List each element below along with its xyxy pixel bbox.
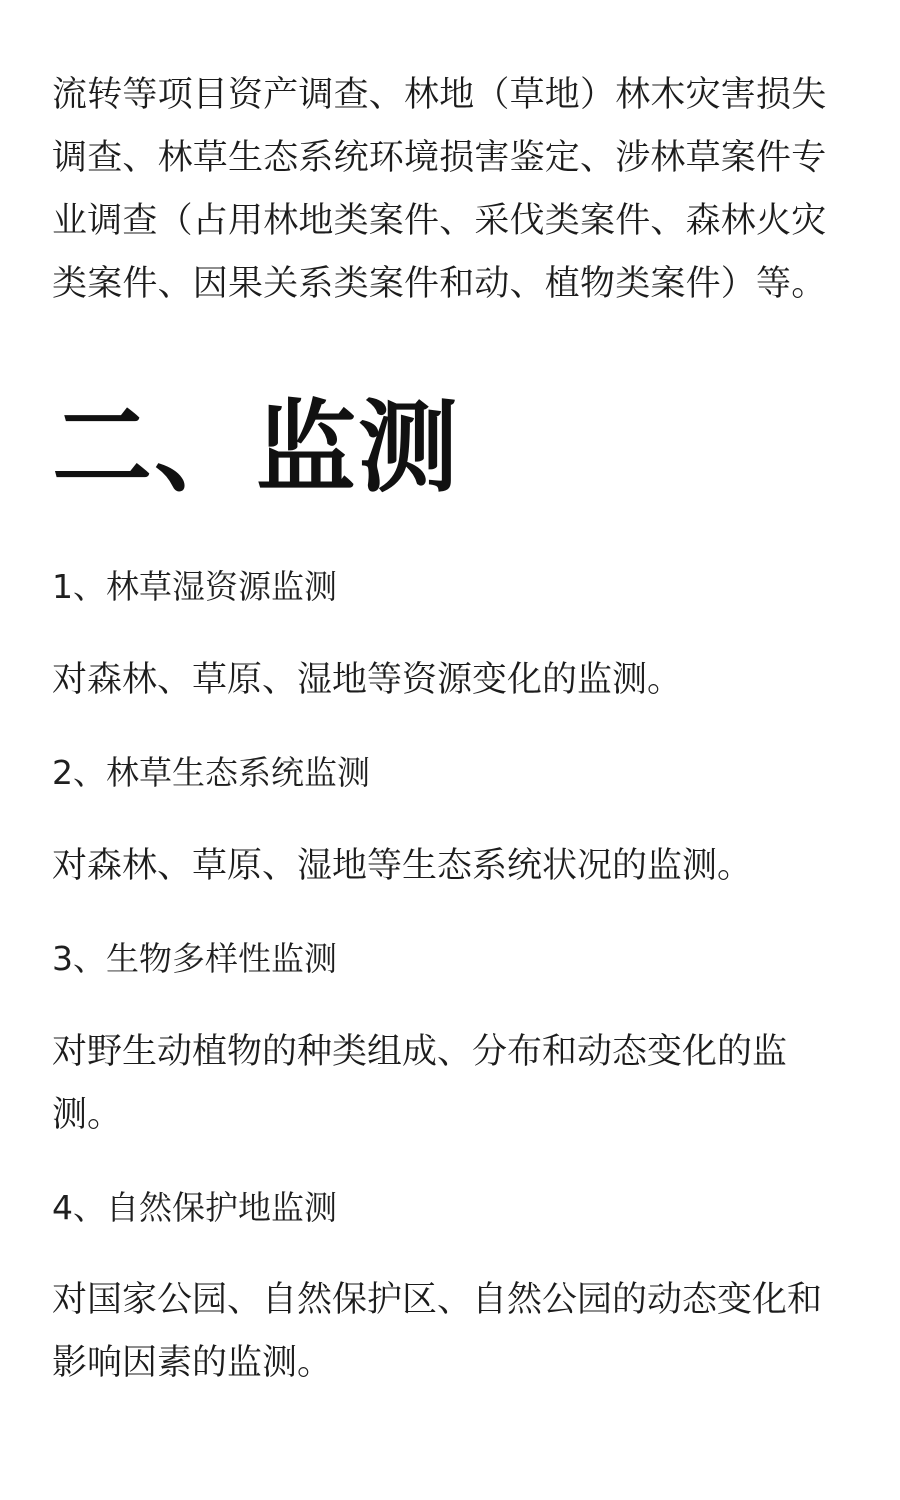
- item-desc-line: 对野生动植物的种类组成、分布和动态变化的监: [52, 1032, 788, 1072]
- intro-line: 业调查（占用林地类案件、采伐类案件、森林火灾: [52, 201, 827, 241]
- intro-paragraph: [52, 64, 826, 316]
- item-title-2: 2、林草生态系统监测: [52, 753, 370, 792]
- intro-line: 流转等项目资产调查、林地（草地）林木灾害损失: [52, 75, 827, 115]
- section-heading: 二、监测: [52, 389, 460, 506]
- item-desc-line: 影响因素的监测。: [52, 1343, 333, 1383]
- item-desc-line: 测。: [52, 1095, 123, 1135]
- item-desc-line: 对国家公园、自然保护区、自然公园的动态变化和: [52, 1280, 823, 1320]
- item-title-3: 3、生物多样性监测: [52, 939, 337, 978]
- item-desc-line: 对森林、草原、湿地等生态系统状况的监测。: [52, 846, 753, 886]
- item-desc-1: [52, 649, 682, 712]
- item-desc-line: 对森林、草原、湿地等资源变化的监测。: [52, 660, 683, 700]
- item-desc-3: [52, 1021, 787, 1147]
- intro-line: 类案件、因果关系类案件和动、植物类案件）等。: [52, 264, 827, 304]
- item-desc-4: [52, 1269, 822, 1395]
- item-desc-2: [52, 835, 752, 898]
- item-title-1: 1、林草湿资源监测: [52, 567, 337, 606]
- item-title-4: 4、自然保护地监测: [52, 1188, 337, 1227]
- intro-line: 调查、林草生态系统环境损害鉴定、涉林草案件专: [52, 138, 827, 178]
